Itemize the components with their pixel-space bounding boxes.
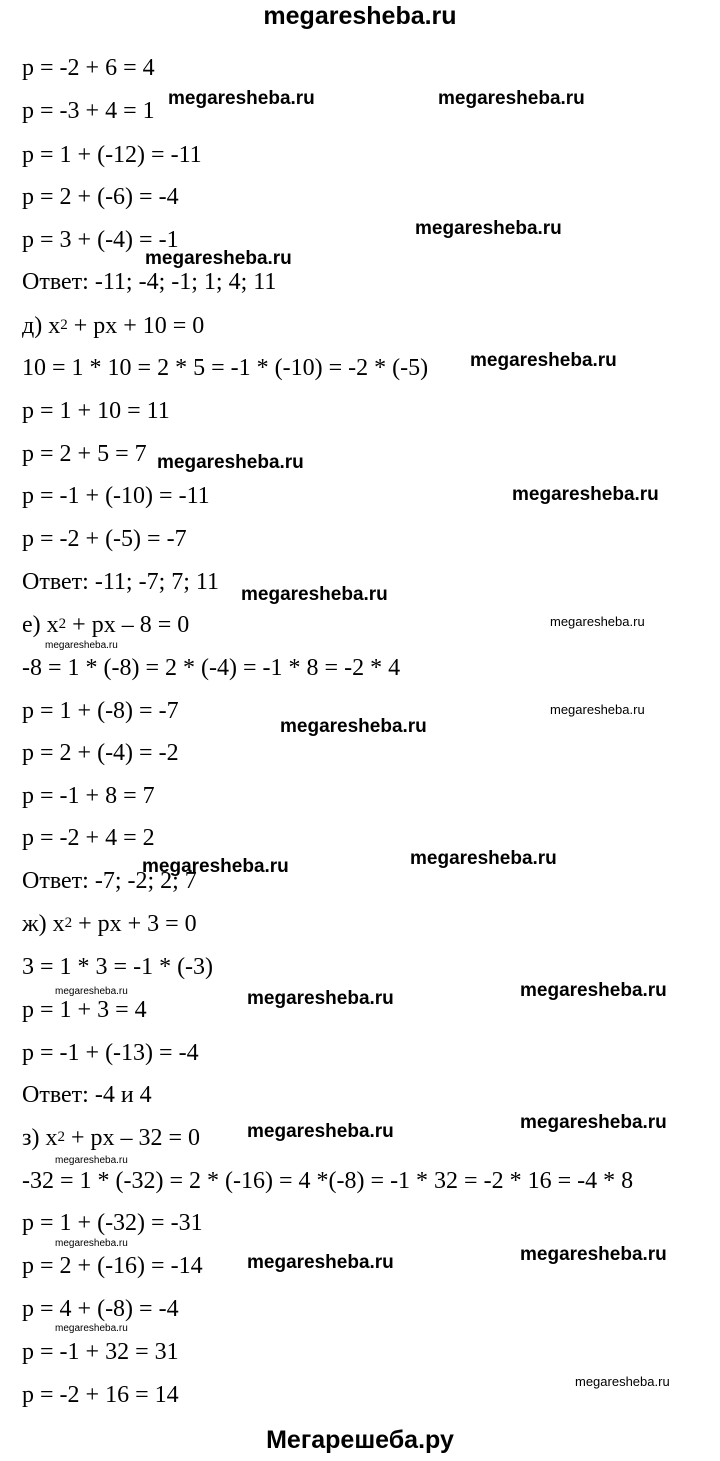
solution-line: Ответ: -11; -4; -1; 1; 4; 11 — [22, 269, 277, 295]
solution-line: 10 = 1 * 10 = 2 * 5 = -1 * (-10) = -2 * (-5) — [22, 355, 429, 381]
solution-line: p = -1 + 32 = 31 — [22, 1339, 179, 1365]
solution-line — [22, 1124, 200, 1155]
solution-line: Ответ: -7; -2; 2; 7 — [22, 868, 197, 894]
watermark: megaresheba.ru — [247, 1121, 394, 1142]
watermark: megaresheba.ru — [438, 88, 585, 109]
watermark: megaresheba.ru — [241, 584, 388, 605]
exponent: 2 — [60, 317, 68, 333]
solution-line: p = 1 + 3 = 4 — [22, 997, 147, 1023]
solution-line: p = 3 + (-4) = -1 — [22, 227, 179, 253]
solution-line: Ответ: -4 и 4 — [22, 1082, 152, 1108]
watermark: megaresheba.ru — [55, 1155, 128, 1166]
solution-line: p = -1 + 8 = 7 — [22, 783, 155, 809]
watermark: megaresheba.ru — [168, 88, 315, 109]
watermark: megaresheba.ru — [520, 1244, 667, 1265]
solution-line: p = -1 + (-13) = -4 — [22, 1040, 199, 1066]
watermark: megaresheba.ru — [247, 1252, 394, 1273]
equation-part: е) x — [22, 612, 59, 638]
watermark: megaresheba.ru — [55, 986, 128, 997]
solution-line: p = -2 + 6 = 4 — [22, 55, 155, 81]
equation-part: + px + 3 = 0 — [72, 911, 197, 937]
watermark: megaresheba.ru — [575, 1374, 670, 1389]
watermark: megaresheba.ru — [142, 856, 289, 877]
watermark: megaresheba.ru — [410, 848, 557, 869]
equation-part: + px + 10 = 0 — [67, 313, 205, 339]
watermark: megaresheba.ru — [45, 640, 118, 651]
solution-line — [22, 910, 197, 941]
watermark: megaresheba.ru — [550, 702, 645, 717]
solution-line: p = 2 + (-6) = -4 — [22, 184, 179, 210]
watermark: megaresheba.ru — [550, 614, 645, 629]
solution-line: p = -2 + 16 = 14 — [22, 1382, 179, 1408]
equation-part: + px – 32 = 0 — [64, 1125, 201, 1151]
watermark: megaresheba.ru — [55, 1323, 128, 1334]
equation-part: + px – 8 = 0 — [66, 612, 190, 638]
watermark: megaresheba.ru — [520, 980, 667, 1001]
solution-line: p = -2 + 4 = 2 — [22, 825, 155, 851]
solution-line: p = -2 + (-5) = -7 — [22, 526, 187, 552]
solution-line: p = -3 + 4 = 1 — [22, 98, 155, 124]
solution-line: -32 = 1 * (-32) = 2 * (-16) = 4 *(-8) = -1 * 32 = -2 * 16 = -4 * 8 — [22, 1168, 634, 1194]
solution-line: p = 1 + (-32) = -31 — [22, 1210, 203, 1236]
solution-line: p = 1 + (-8) = -7 — [22, 698, 179, 724]
watermark: megaresheba.ru — [55, 1238, 128, 1249]
solution-line: p = 2 + (-16) = -14 — [22, 1253, 203, 1279]
watermark: megaresheba.ru — [520, 1112, 667, 1133]
watermark: megaresheba.ru — [280, 716, 427, 737]
solution-line: p = 2 + (-4) = -2 — [22, 740, 179, 766]
exponent: 2 — [58, 616, 67, 632]
equation-part: ж) x — [22, 911, 65, 937]
exponent: 2 — [64, 915, 73, 931]
solution-line: Ответ: -11; -7; 7; 11 — [22, 569, 220, 595]
watermark: megaresheba.ru — [470, 350, 617, 371]
solution-line — [22, 611, 189, 642]
site-footer: Мегарешеба.ру — [266, 1426, 454, 1454]
solution-line: p = 1 + 10 = 11 — [22, 398, 170, 424]
solution-line: -8 = 1 * (-8) = 2 * (-4) = -1 * 8 = -2 * 4 — [22, 655, 401, 681]
equation-part: з) x — [22, 1125, 58, 1151]
watermark: megaresheba.ru — [157, 452, 304, 473]
solution-line: p = 2 + 5 = 7 — [22, 441, 147, 467]
watermark: megaresheba.ru — [247, 988, 394, 1009]
watermark: megaresheba.ru — [145, 248, 292, 269]
watermark: megaresheba.ru — [415, 218, 562, 239]
solution-line — [22, 312, 204, 343]
watermark: megaresheba.ru — [512, 484, 659, 505]
solution-line: p = 1 + (-12) = -11 — [22, 142, 202, 168]
solution-line: p = -1 + (-10) = -11 — [22, 483, 210, 509]
equation-part: д) x — [22, 313, 61, 339]
site-header: megaresheba.ru — [263, 2, 457, 30]
solution-line: p = 4 + (-8) = -4 — [22, 1296, 179, 1322]
solution-line: 3 = 1 * 3 = -1 * (-3) — [22, 954, 214, 980]
exponent: 2 — [57, 1129, 65, 1145]
